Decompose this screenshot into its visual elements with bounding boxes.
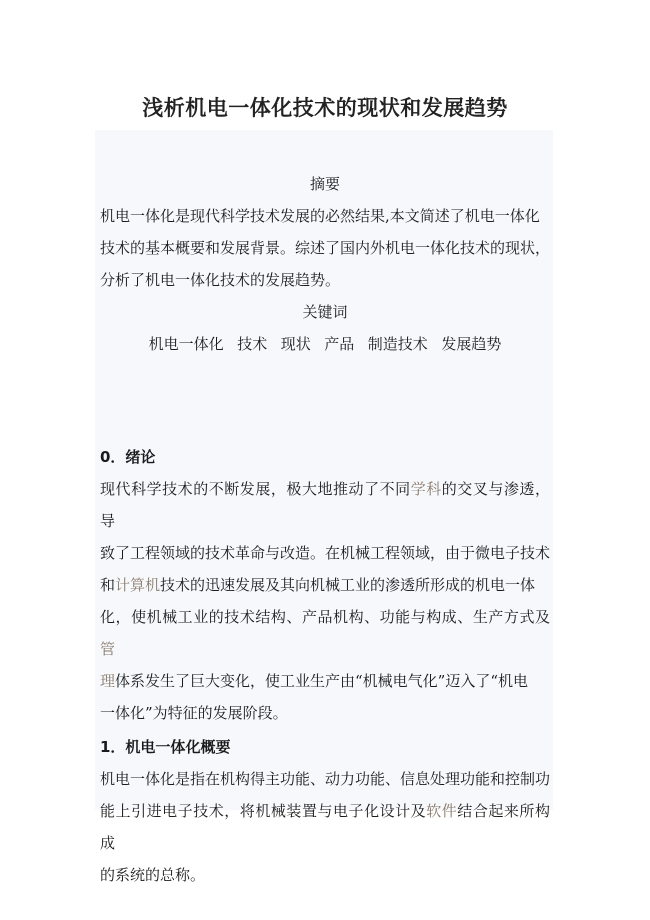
section-body-overview [100, 763, 550, 891]
keyword-link-guanli-part1[interactable]: 管 [100, 640, 116, 658]
section-body-introduction [100, 473, 550, 729]
text-run: 机电一体化是指在机构得主功能、动力功能、信息处理功能和控制功 [100, 770, 551, 788]
keyword-link-guanli-part2[interactable]: 理 [100, 672, 116, 690]
text-run: 技术的迅速发展及其向机械工业的渗透所形成的机电一体 [160, 576, 536, 594]
spacer [100, 360, 550, 439]
body-line [100, 697, 550, 729]
body-line [100, 763, 550, 795]
text-run: 的系统的总称。 [100, 866, 206, 884]
text-run: 能上引进电子技术，将机械装置与电子化设计及 [100, 802, 427, 820]
body-line [100, 795, 550, 859]
abstract-line: 技术的基本概要和发展背景。综述了国内外机电一体化技术的现状， [100, 239, 551, 257]
abstract-line: 分析了机电一体化技术的发展趋势。 [100, 271, 341, 289]
section-heading-overview: 1．机电一体化概要 [100, 738, 231, 756]
document-body [100, 130, 550, 891]
abstract-line: 机电一体化是现代科学技术发展的必然结果,本文简述了机电一体化 [100, 207, 540, 225]
keyword-link-xueke[interactable]: 学科 [410, 480, 442, 498]
body-line [100, 859, 550, 891]
text-run: 结合起来所构成 [100, 802, 550, 852]
text-run: 化，使机械工业的技术结构、产品机构、功能与构成、生产方式及 [100, 608, 550, 626]
body-line [100, 601, 550, 665]
keywords-heading: 关键词 [302, 303, 348, 321]
body-line [100, 473, 550, 537]
body-line [100, 537, 550, 569]
abstract-heading: 摘要 [309, 175, 340, 193]
keyword-link-jisuanji[interactable]: 计算机 [115, 576, 161, 594]
keyword-link-ruanjian[interactable]: 软件 [426, 802, 458, 820]
document-title: 浅析机电一体化技术的现状和发展趋势 [142, 96, 508, 120]
text-run: 的交叉与渗透，导 [100, 480, 550, 530]
keywords-list: 机电一体化 技术 现状 产品 制造技术 发展趋势 [148, 335, 502, 353]
text-run: 现代科学技术的不断发展，极大地推动了不同 [100, 480, 411, 498]
text-run: 致了工程领域的技术革命与改造。在机械工程领域，由于微电子技术 [100, 544, 551, 562]
text-run: 和 [100, 576, 116, 594]
abstract-body [100, 200, 550, 296]
section-heading-introduction: 0．绪论 [100, 448, 156, 466]
text-run: 体系发生了巨大变化，使工业生产由“机械电气化”迈入了“机电 [115, 672, 529, 690]
text-run: 一体化”为特征的发展阶段。 [100, 704, 288, 722]
body-line [100, 569, 550, 601]
body-line [100, 665, 550, 697]
